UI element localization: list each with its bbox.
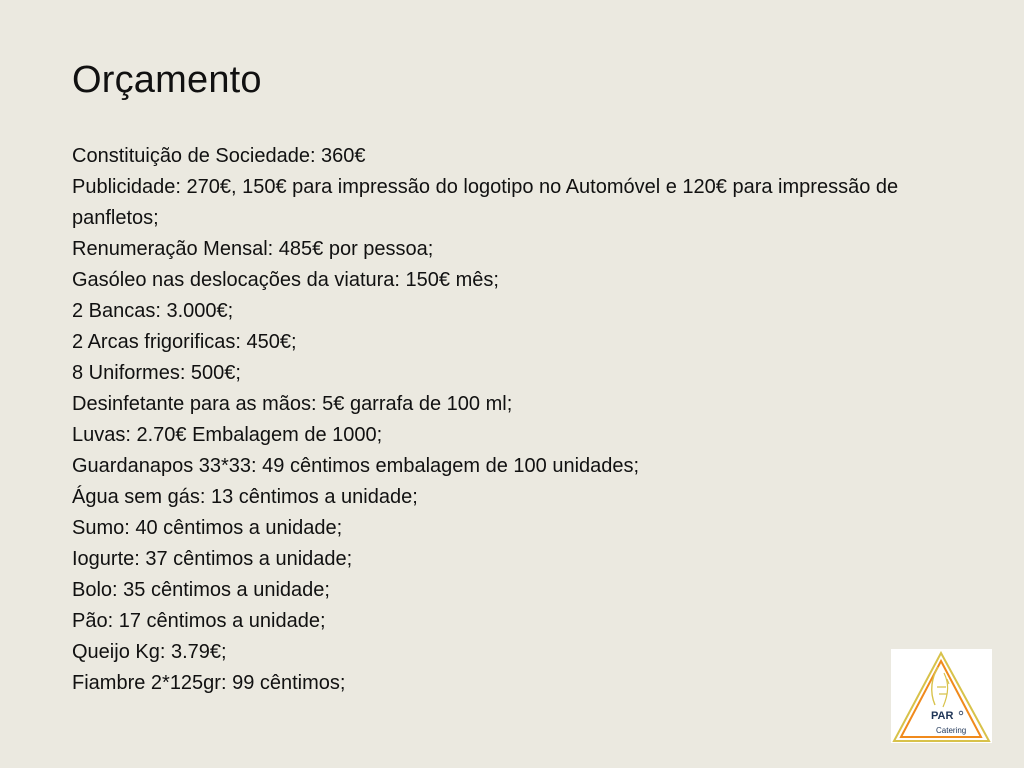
budget-line: Fiambre 2*125gr: 99 cêntimos;: [72, 672, 346, 694]
budget-line: Constituição de Sociedade: 360€: [72, 145, 366, 167]
budget-line: Sumo: 40 cêntimos a unidade;: [72, 517, 343, 539]
budget-line: Água sem gás: 13 cêntimos a unidade;: [72, 486, 418, 508]
budget-line: Publicidade: 270€, 150€ para impressão do logotipo no Automóvel e 120€ para impressão de panfletos;: [72, 176, 899, 229]
budget-line: Gasóleo nas deslocações da viatura: 150€ mês;: [72, 269, 499, 291]
budget-list: [72, 141, 922, 699]
slide-title: Orçamento: [72, 59, 262, 101]
logo-wordmark: PAR: [931, 710, 954, 722]
budget-line: Guardanapos 33*33: 49 cêntimos embalagem de 100 unidades;: [72, 455, 640, 477]
par-catering-logo: [891, 649, 992, 743]
budget-line: Renumeração Mensal: 485€ por pessoa;: [72, 238, 434, 260]
budget-line: Pão: 17 cêntimos a unidade;: [72, 610, 326, 632]
logo-subtext: Catering: [936, 726, 967, 735]
budget-line: Iogurte: 37 cêntimos a unidade;: [72, 548, 353, 570]
budget-line: 2 Bancas: 3.000€;: [72, 300, 234, 322]
budget-line: 8 Uniformes: 500€;: [72, 362, 241, 384]
budget-line: 2 Arcas frigorificas: 450€;: [72, 331, 297, 353]
budget-line: Luvas: 2.70€ Embalagem de 1000;: [72, 424, 383, 446]
budget-line: Desinfetante para as mãos: 5€ garrafa de 100 ml;: [72, 393, 513, 415]
budget-line: Bolo: 35 cêntimos a unidade;: [72, 579, 330, 601]
budget-line: Queijo Kg: 3.79€;: [72, 641, 227, 663]
